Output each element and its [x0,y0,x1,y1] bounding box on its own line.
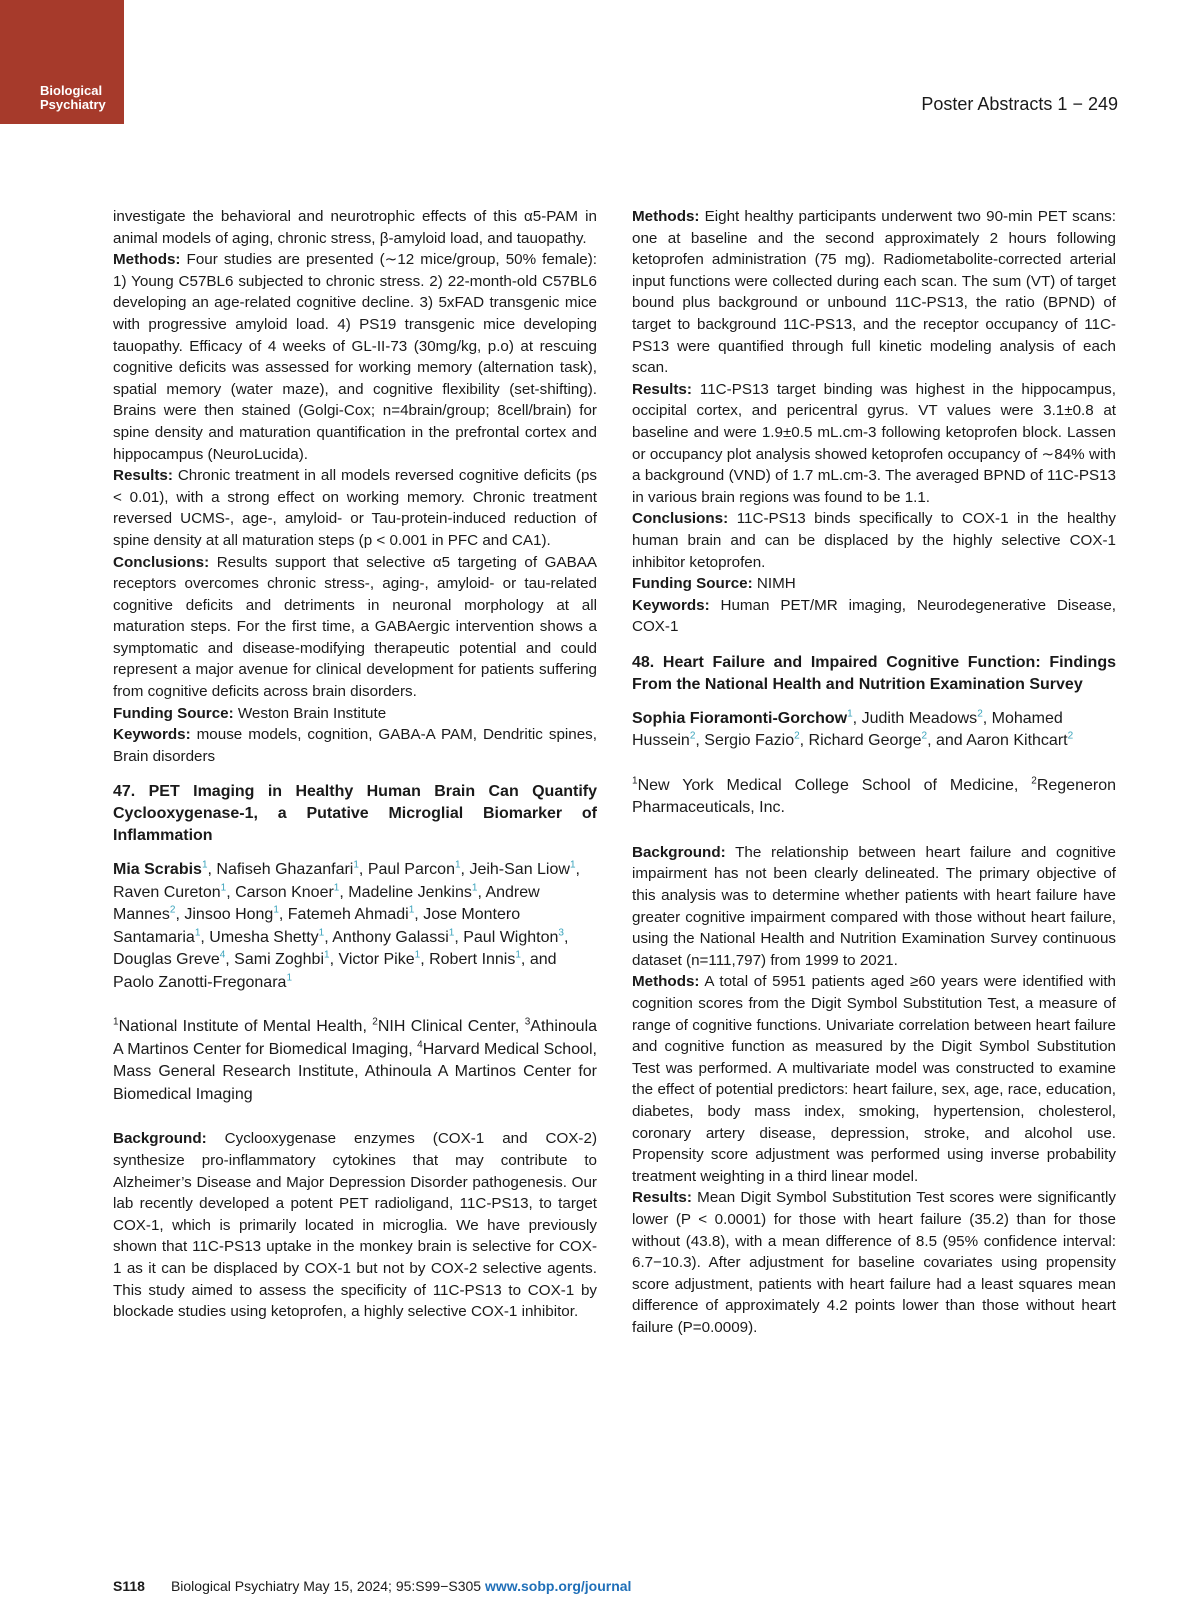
author-affiliation-marker: 1 [201,860,208,872]
results-text: Chronic treatment in all models reversed cognitive deficits (ps < 0.01), with a strong effect on working memory. Chronic treatment reversed UCMS-, age-, amyloid- or Tau-protein-induced reduction of spine density at all maturation steps (p < 0.001 in PFC and CA1). [113,467,597,549]
author-separator: , [207,861,217,879]
keywords-label: Keywords: [632,596,710,614]
author-name: Sergio Fazio [704,732,795,750]
affiliation-text: New York Medical College School of Medicine, [637,776,1032,794]
article-47-title: 47. PET Imaging in Healthy Human Brain Can Quantify Cyclooxygenase-1, a Putative Microglial Biomarker of Inflammation [113,783,597,845]
author-name: Richard George [808,732,922,750]
author-name: Paul Wighton [463,928,559,946]
author-name: Aaron Kithcart [966,732,1068,750]
results-text: Mean Digit Symbol Substitution Test scores were significantly lower (P < 0.0001) for those with heart failure (35.2) than for those without (43.8), with a mean difference of 8.5 (95% confidence interval: 6.7−10.3). After adjustment for baseline covariates using propensity score adjustment, patients with heart failure had a least squares mean difference of approximately 4.2 points lower than those without heart failure (P=0.0009). [632,1189,1116,1336]
author-name: Raven Cureton [113,883,221,901]
author-separator: , and [927,732,967,750]
results-text: 11C-PS13 target binding was highest in the hippocampus, occipital cortex, and pericentral gyrus. VT values were 3.1±0.8 at baseline and were 1.9±0.5 mL.cm-3 following ketoprofen block. Lassen or occupancy plot analysis showed ketoprofen occupancy of ∼84% with a background (VND) of 1.7 mL.cm-3. The averaged BPND of 11C-PS13 in various brain regions was found to be 1.1. [632,380,1116,506]
conclusions-text: Results support that selective α5 targeting of GABAA receptors overcomes chronic stress-, aging-, amyloid- or tau-related cognitive deficits and detriments in neuronal morphology at all maturation steps. For the first time, a GABAergic intervention shows a symptomatic and disease-modifying therapeutic potential and could represent a major avenue for clinical development for patients suffering from cognitive deficits across brain disorders. [113,553,597,701]
funding-text: NIMH [752,575,796,593]
affiliation-marker: 1 [113,1017,119,1029]
keywords-paragraph [113,724,597,767]
article-48-results [632,1187,1116,1338]
author-affiliation-marker: 1 [194,927,201,939]
author-affiliation-marker: 1 [353,860,359,872]
affiliation-marker: 3 [524,1017,531,1029]
author-name: Anthony Galassi [332,928,449,946]
author-affiliation-marker: 2 [977,708,983,720]
author-name: Jinsoo Hong [184,906,274,924]
author-affiliation-marker: 1 [408,905,415,917]
author-name: Jeih-San Liow [469,861,570,879]
affiliation-text: Regeneron Pharmaceuticals, Inc. [632,776,1116,817]
author-affiliation-marker: 2 [1067,731,1074,743]
author-separator: , [520,951,530,969]
funding-label: Funding Source: [632,575,753,593]
funding-paragraph [632,573,1116,595]
methods-paragraph [632,206,1116,379]
author-separator: , [477,883,486,901]
article-48-background [632,842,1116,972]
background-text: The relationship between heart failure and cognitive impairment has not been clearly delineated. The primary objective of this analysis was to determine whether patients with heart failure have greater cognitive impairment compared with those without heart failure, using the National Health and Nutrition Examination Survey continuous dataset (n=111,797) from 1999 to 2021. [632,843,1116,969]
author-separator: , [799,732,809,750]
background-label: Background: [632,843,726,861]
author-separator: , [339,883,349,901]
author-name: Madeline Jenkins [348,883,472,901]
author-name: Umesha Shetty [209,928,319,946]
funding-label: Funding Source: [113,704,234,722]
author-affiliation-marker: 1 [448,927,455,939]
author-name: and Paolo Zanotti-Fregonara [113,951,557,991]
author-separator: , [420,951,430,969]
author-separator: , [695,732,705,750]
footer-citation: Biological Psychiatry May 15, 2024; 95:S99−S305 [170,1578,485,1594]
author-name: Mohamed Hussein [632,709,1063,750]
author-affiliation-marker: 2 [921,731,928,743]
author-affiliation-marker: 1 [286,972,292,984]
author-separator: , [575,861,580,879]
methods-text: Four studies are presented (∼12 mice/group, 50% female): 1) Young C57BL6 subjected to chronic stress. 2) 22-month-old C57BL6 developing an age-related cognitive decline. 3) 5xFAD transgenic mice with progressive amyloid load. 4) PS19 transgenic mice developing tauopathy. Efficacy of 4 weeks of GL-II-73 (30mg/kg, p.o) at rescuing cognitive deficits was assessed for working memory (alternation task), spatial memory (water maze), and cognitive flexibility (set-shifting). Brains were then stained (Golgi-Cox; n=4brain/group; 8cell/brain) for spine density and maturation quantification in the prefrontal cortex and hippocampus (NeuroLucida). [113,251,597,463]
keywords-paragraph [632,595,1116,638]
background-label: Background: [113,1130,207,1148]
author-separator: , [982,709,992,727]
conclusions-text: 11C-PS13 binds specifically to COX-1 in the healthy human brain and can be displaced by the highly selective COX-1 inhibitor ketoprofen. [632,510,1116,571]
author-affiliation-marker: 2 [689,731,696,743]
conclusions-paragraph [113,552,597,703]
author-affiliation-marker: 1 [333,882,340,894]
keywords-text: mouse models, cognition, GABA-A PAM, Dendritic spines, Brain disorders [113,726,597,765]
funding-text: Weston Brain Institute [233,704,387,722]
author-affiliation-marker: 1 [847,708,853,720]
results-label: Results: [632,380,692,398]
methods-label: Methods: [632,208,700,225]
article-47-background [113,1128,597,1322]
keywords-label: Keywords: [113,726,191,744]
author-affiliation-marker: 1 [569,860,576,872]
results-paragraph [113,465,597,551]
affiliation-marker: 4 [417,1039,423,1051]
author-separator: , [175,906,185,924]
affiliation-text: NIH Clinical Center, [377,1018,525,1036]
keywords-text: Human PET/MR imaging, Neurodegenerative Disease, COX-1 [632,596,1116,636]
journal-badge-text: Biological Psychiatry [40,83,106,112]
article-48-methods [632,971,1116,1187]
author-separator: , [852,709,862,727]
journal-badge [0,0,124,124]
author-affiliation-marker: 1 [324,950,330,962]
author-affiliation-marker: 1 [318,927,325,939]
article-47-authors [113,859,597,994]
author-name: Douglas Greve [113,951,220,969]
author-separator: , [414,906,424,924]
right-column [632,206,1116,1339]
author-affiliation-marker: 1 [414,950,421,962]
affiliation-text: Harvard Medical School, Mass General Research Institute, Athinoula A Martinos Center for Biomedical Imaging [113,1040,597,1103]
funding-paragraph [113,703,597,725]
author-name: Sami Zoghbi [234,951,324,969]
article-48-title: 48. Heart Failure and Impaired Cognitive Function: Findings From the National Health and Nutrition Examination Survey [632,653,1116,693]
running-head: Poster Abstracts 1 − 249 [921,94,1118,114]
author-affiliation-marker: 1 [273,905,279,917]
author-affiliation-marker: 2 [169,905,176,917]
left-column [113,206,597,1323]
author-name: Nafiseh Ghazanfari [216,861,354,879]
affiliation-marker: 2 [1031,775,1037,787]
results-label: Results: [113,467,173,485]
affiliation-marker: 1 [632,775,638,787]
author-name: Carson Knoer [235,883,334,901]
affiliation-text: Athinoula A Martinos Center for Biomedical Imaging, [113,1018,598,1058]
author-separator: , [358,861,368,879]
author-name: Sophia Fioramonti-Gorchow [632,709,848,727]
conclusions-label: Conclusions: [632,510,729,528]
author-name: Judith Meadows [861,709,978,727]
methods-label: Methods: [632,973,700,991]
affiliation-marker: 2 [372,1017,378,1029]
methods-paragraph [113,249,597,465]
author-name: Victor Pike [338,951,415,969]
page-number: S118 [113,1578,145,1594]
methods-label: Methods: [113,251,181,269]
author-name: Jose Montero Santamaria [113,906,521,946]
author-name: Andrew Mannes [113,883,540,924]
author-separator: , [454,928,464,946]
author-affiliation-marker: 1 [454,860,461,872]
author-separator: , [225,951,235,969]
author-separator: , [226,883,236,901]
article-48-affiliations [632,775,1116,820]
author-name: Mia Scrabis [113,861,202,879]
article-48-authors [632,708,1116,753]
methods-text: Eight healthy participants underwent two 90-min PET scans: one at baseline and the second approximately 2 hours following ketoprofen administration (75 mg). Radiometabolite-corrected arterial input functions were collected during each scan. The sum (VT) of target bound plus background or unbound 11C-PS13, the ratio (BPND) of target to background 11C-PS13, and the receptor occupancy of 11C-PS13 were quantified through full kinetic modeling analysis of each scan. [632,208,1116,377]
article-47-affiliations [113,1016,597,1106]
page-footer [113,1578,631,1594]
author-name: Robert Innis [429,951,516,969]
author-separator: , [278,906,288,924]
author-affiliation-marker: 1 [515,950,521,962]
methods-text: A total of 5951 patients aged ≥60 years were identified with cognition scores from the Digit Symbol Substitution Test, a measure of range of cognitive functions. Univariate correlation between heart failure and cognitive function as measured by the Digit Symbol Substitution Test was performed. A multivariate model was constructed to examine the effect of potential predictors: heart failure, sex, age, race, education, diabetes, body mass index, smoking, hypertension, cholesterol, coronary artery disease, depression, stroke, and alcohol use. Propensity score adjustment was performed using inverse probability treatment weighting in a third linear model. [632,973,1116,1185]
journal-link[interactable]: www.sobp.org/journal [484,1578,632,1594]
results-paragraph [632,379,1116,509]
author-affiliation-marker: 4 [219,950,226,962]
author-separator: , [329,951,339,969]
intro-paragraph: investigate the behavioral and neurotrophic effects of this α5-PAM in animal models of aging, chronic stress, β-amyloid load, and tauopathy. [113,208,597,247]
conclusions-label: Conclusions: [113,553,210,571]
results-label: Results: [632,1189,692,1207]
affiliation-text: National Institute of Mental Health, [118,1018,373,1036]
background-text: Cyclooxygenase enzymes (COX-1 and COX-2) synthesize pro-inflammatory cytokines that may contribute to Alzheimer’s Disease and Major Depression Disorder pathogenesis. Our lab recently developed a potent PET radioligand, 11C-PS13, to target COX-1, which is primarily located in microglia. We have previously shown that 11C-PS13 uptake in the monkey brain is selective for COX-1 as it can be displaced by COX-1 but not by COX-2 selective agents. This study aimed to assess the specificity of 11C-PS13 to COX-1 by blockade studies using ketoprofen, a highly selective COX-1 inhibitor. [113,1130,597,1321]
author-affiliation-marker: 1 [471,882,478,894]
author-name: Fatemeh Ahmadi [287,906,409,924]
author-separator: , [563,928,569,946]
conclusions-paragraph [632,508,1116,573]
author-separator: , [460,861,470,879]
author-affiliation-marker: 1 [220,882,227,894]
author-affiliation-marker: 2 [794,731,800,743]
author-separator: , [200,928,210,946]
author-separator: , [324,928,333,946]
author-name: Paul Parcon [367,861,455,879]
author-affiliation-marker: 3 [558,927,564,939]
